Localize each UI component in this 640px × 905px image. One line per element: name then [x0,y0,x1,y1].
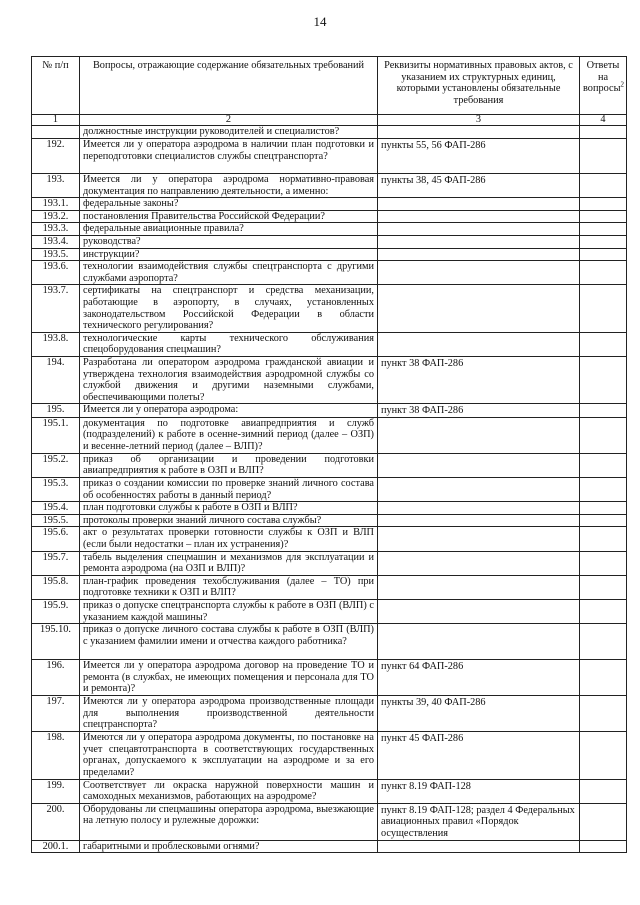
row-legal-ref [378,527,580,551]
row-number: 195.2. [32,453,80,477]
table-row [32,660,627,696]
row-question: план-график проведения техобслуживания (далее – ТО) при подготовке техники к ОЗП и ВЛП? [80,575,378,599]
row-legal-ref: пункт 64 ФАП-286 [378,660,580,696]
row-legal-ref [378,248,580,261]
row-question: Имеется ли у оператора аэродрома нормативно-правовая документация по направлению деятельности, а именно: [80,174,378,198]
row-legal-ref: пункт 38 ФАП-286 [378,404,580,418]
table-row [32,453,627,477]
row-number: 195.8. [32,575,80,599]
row-number [32,126,80,139]
row-question: технологические карты технического обслуживания спецоборудования спецмашин? [80,332,378,356]
row-legal-ref [378,417,580,453]
row-legal-ref [378,332,580,356]
row-answer [580,527,627,551]
col-number-3: 3 [378,115,580,126]
row-number: 193.4. [32,235,80,248]
row-legal-ref [378,478,580,502]
page-number: 14 [313,14,327,29]
row-legal-ref [378,575,580,599]
row-legal-ref: пункт 8.19 ФАП-128 [378,779,580,803]
row-question: федеральные авиационные правила? [80,223,378,236]
row-question: Имеется ли у оператора аэродрома договор на проведение ТО и ремонта (в службах, не имеющих помещения и персонала для ТО и ремонта)? [80,660,378,696]
row-question: федеральные законы? [80,198,378,211]
table-row [32,732,627,779]
row-number: 196. [32,660,80,696]
row-answer [580,840,627,853]
row-answer [580,126,627,139]
row-legal-ref [378,624,580,660]
row-answer [580,624,627,660]
row-question: приказ об организации и проведении подготовки авиапредприятия к работе в ОЗП и ВЛП? [80,453,378,477]
row-number: 193.3. [32,223,80,236]
row-number: 193.1. [32,198,80,211]
row-answer [580,235,627,248]
table-row [32,575,627,599]
header-legal-refs: Реквизиты нормативных правовых актов, с указанием их структурных единиц, которыми установлены обязательные требования [378,57,580,115]
row-answer [580,575,627,599]
row-question: габаритными и проблесковыми огнями? [80,840,378,853]
table-row [32,198,627,211]
table-row [32,223,627,236]
row-question: акт о результатах проверки готовности службы к ОЗП и ВЛП (если были недостатки – план их устранения)? [80,527,378,551]
row-answer [580,285,627,332]
table-row [32,235,627,248]
table-row [32,514,627,527]
header-number: № п/п [32,57,80,115]
row-number: 193.7. [32,285,80,332]
row-question: Имеется ли у оператора аэродрома в наличии план подготовки и переподготовки специалистов службы спецтранспорта? [80,139,378,174]
row-number: 200. [32,803,80,840]
row-number: 193.6. [32,261,80,285]
row-question: технологии взаимодействия службы спецтранспорта с другими службами аэропорта? [80,261,378,285]
header-questions: Вопросы, отражающие содержание обязательных требований [80,57,378,115]
row-legal-ref [378,600,580,624]
table-row [32,261,627,285]
row-number: 195.1. [32,417,80,453]
row-question: Разработана ли оператором аэродрома гражданской авиации и утверждена технология взаимодействия аэродромной службы со службой движения и другими наземными службами, обеспечивающими полеты? [80,356,378,403]
row-legal-ref [378,198,580,211]
row-answer [580,600,627,624]
row-question: Соответствует ли окраска наружной поверхности машин и самоходных механизмов, работающих на аэродроме? [80,779,378,803]
row-legal-ref: пункты 39, 40 ФАП-286 [378,696,580,732]
row-legal-ref [378,502,580,515]
row-legal-ref: пункты 38, 45 ФАП-286 [378,174,580,198]
row-question: документация по подготовке авиапредприятия и служб (подразделений) к работе в осенне-зимний период (далее – ОЗП) и весенне-летний период (далее – ВЛП)? [80,417,378,453]
row-legal-ref: пункт 8.19 ФАП-128; раздел 4 Федеральных авиационных правил «Порядок осуществления [378,803,580,840]
table-row [32,248,627,261]
row-legal-ref [378,285,580,332]
row-answer [580,779,627,803]
row-number: 193.5. [32,248,80,261]
col-number-2: 2 [80,115,378,126]
header-answers [580,57,627,115]
row-question: сертификаты на спецтранспорт и средства механизации, работающие в аэропорту, в случаях, установленных законодательством Российской Федерации в области технического регулирования? [80,285,378,332]
row-number: 200.1. [32,840,80,853]
row-number: 193. [32,174,80,198]
row-number: 193.8. [32,332,80,356]
row-answer [580,174,627,198]
table-body [32,126,627,853]
row-number: 198. [32,732,80,779]
row-answer [580,803,627,840]
table-row [32,356,627,403]
table-row [32,332,627,356]
table-row [32,417,627,453]
header-answers-label: Ответы на вопросы [583,60,621,95]
row-question: Имеются ли у оператора аэродрома документы, по постановке на учет спецавтотранспорта в соответствующих государственных органах, допускаемого к эксплуатации на аэродроме и за его пределами? [80,732,378,779]
row-number: 195.6. [32,527,80,551]
row-legal-ref [378,126,580,139]
row-legal-ref [378,453,580,477]
row-number: 195.7. [32,551,80,575]
row-number: 195.9. [32,600,80,624]
row-answer [580,478,627,502]
table-row [32,527,627,551]
table-row [32,285,627,332]
row-legal-ref [378,223,580,236]
row-answer [580,404,627,418]
row-answer [580,417,627,453]
row-legal-ref: пункт 45 ФАП-286 [378,732,580,779]
row-legal-ref [378,210,580,223]
row-number: 199. [32,779,80,803]
requirements-table [31,56,627,853]
table-row [32,551,627,575]
table-row [32,624,627,660]
row-legal-ref [378,261,580,285]
row-answer [580,210,627,223]
row-question: Имеются ли у оператора аэродрома производственные площади для выполнения производственной деятельности спецтранспорта? [80,696,378,732]
row-question: приказ о допуске спецтранспорта службы к работе в ОЗП (ВЛП) с указанием каждой машины? [80,600,378,624]
row-question: приказ о создании комиссии по проверке знаний личного состава об особенностях работы в данный период? [80,478,378,502]
row-answer [580,453,627,477]
row-legal-ref: пункт 38 ФАП-286 [378,356,580,403]
col-number-4: 4 [580,115,627,126]
row-legal-ref: пункты 55, 56 ФАП-286 [378,139,580,174]
table-row [32,696,627,732]
table-row [32,139,627,174]
table-row [32,502,627,515]
row-question: должностные инструкции руководителей и специалистов? [80,126,378,139]
row-answer [580,248,627,261]
table-row [32,126,627,139]
row-answer [580,660,627,696]
row-answer [580,551,627,575]
table-row [32,478,627,502]
row-question: приказ о допуске личного состава службы к работе в ОЗП (ВЛП) с указанием фамилии имени и отчества каждого работника? [80,624,378,660]
row-number: 197. [32,696,80,732]
table-row [32,840,627,853]
col-number-1: 1 [32,115,80,126]
row-question: протоколы проверки знаний личного состава службы? [80,514,378,527]
footnote-marker: 2 [620,80,624,89]
row-number: 195.10. [32,624,80,660]
row-question: план подготовки службы к работе в ОЗП и ВЛП? [80,502,378,515]
table-row [32,404,627,418]
row-answer [580,332,627,356]
row-number: 195.4. [32,502,80,515]
row-legal-ref [378,840,580,853]
row-question: Оборудованы ли спецмашины оператора аэродрома, выезжающие на летную полосу и рулежные дорожки: [80,803,378,840]
row-answer [580,223,627,236]
row-answer [580,261,627,285]
row-number: 195.5. [32,514,80,527]
row-question: постановления Правительства Российской Федерации? [80,210,378,223]
row-question: инструкции? [80,248,378,261]
table-row [32,779,627,803]
row-number: 193.2. [32,210,80,223]
row-question: Имеется ли у оператора аэродрома: [80,404,378,418]
row-answer [580,514,627,527]
row-legal-ref [378,235,580,248]
row-number: 194. [32,356,80,403]
table-row [32,803,627,840]
row-answer [580,732,627,779]
row-answer [580,696,627,732]
row-answer [580,198,627,211]
table-row [32,174,627,198]
row-legal-ref [378,514,580,527]
row-number: 195. [32,404,80,418]
row-answer [580,356,627,403]
row-number: 192. [32,139,80,174]
row-question: руководства? [80,235,378,248]
row-legal-ref [378,551,580,575]
row-answer [580,139,627,174]
row-question: табель выделения спецмашин и механизмов для эксплуатации и ремонта аэродрома (на ОЗП и ВЛП)? [80,551,378,575]
table-row [32,600,627,624]
row-number: 195.3. [32,478,80,502]
row-answer [580,502,627,515]
table-row [32,210,627,223]
